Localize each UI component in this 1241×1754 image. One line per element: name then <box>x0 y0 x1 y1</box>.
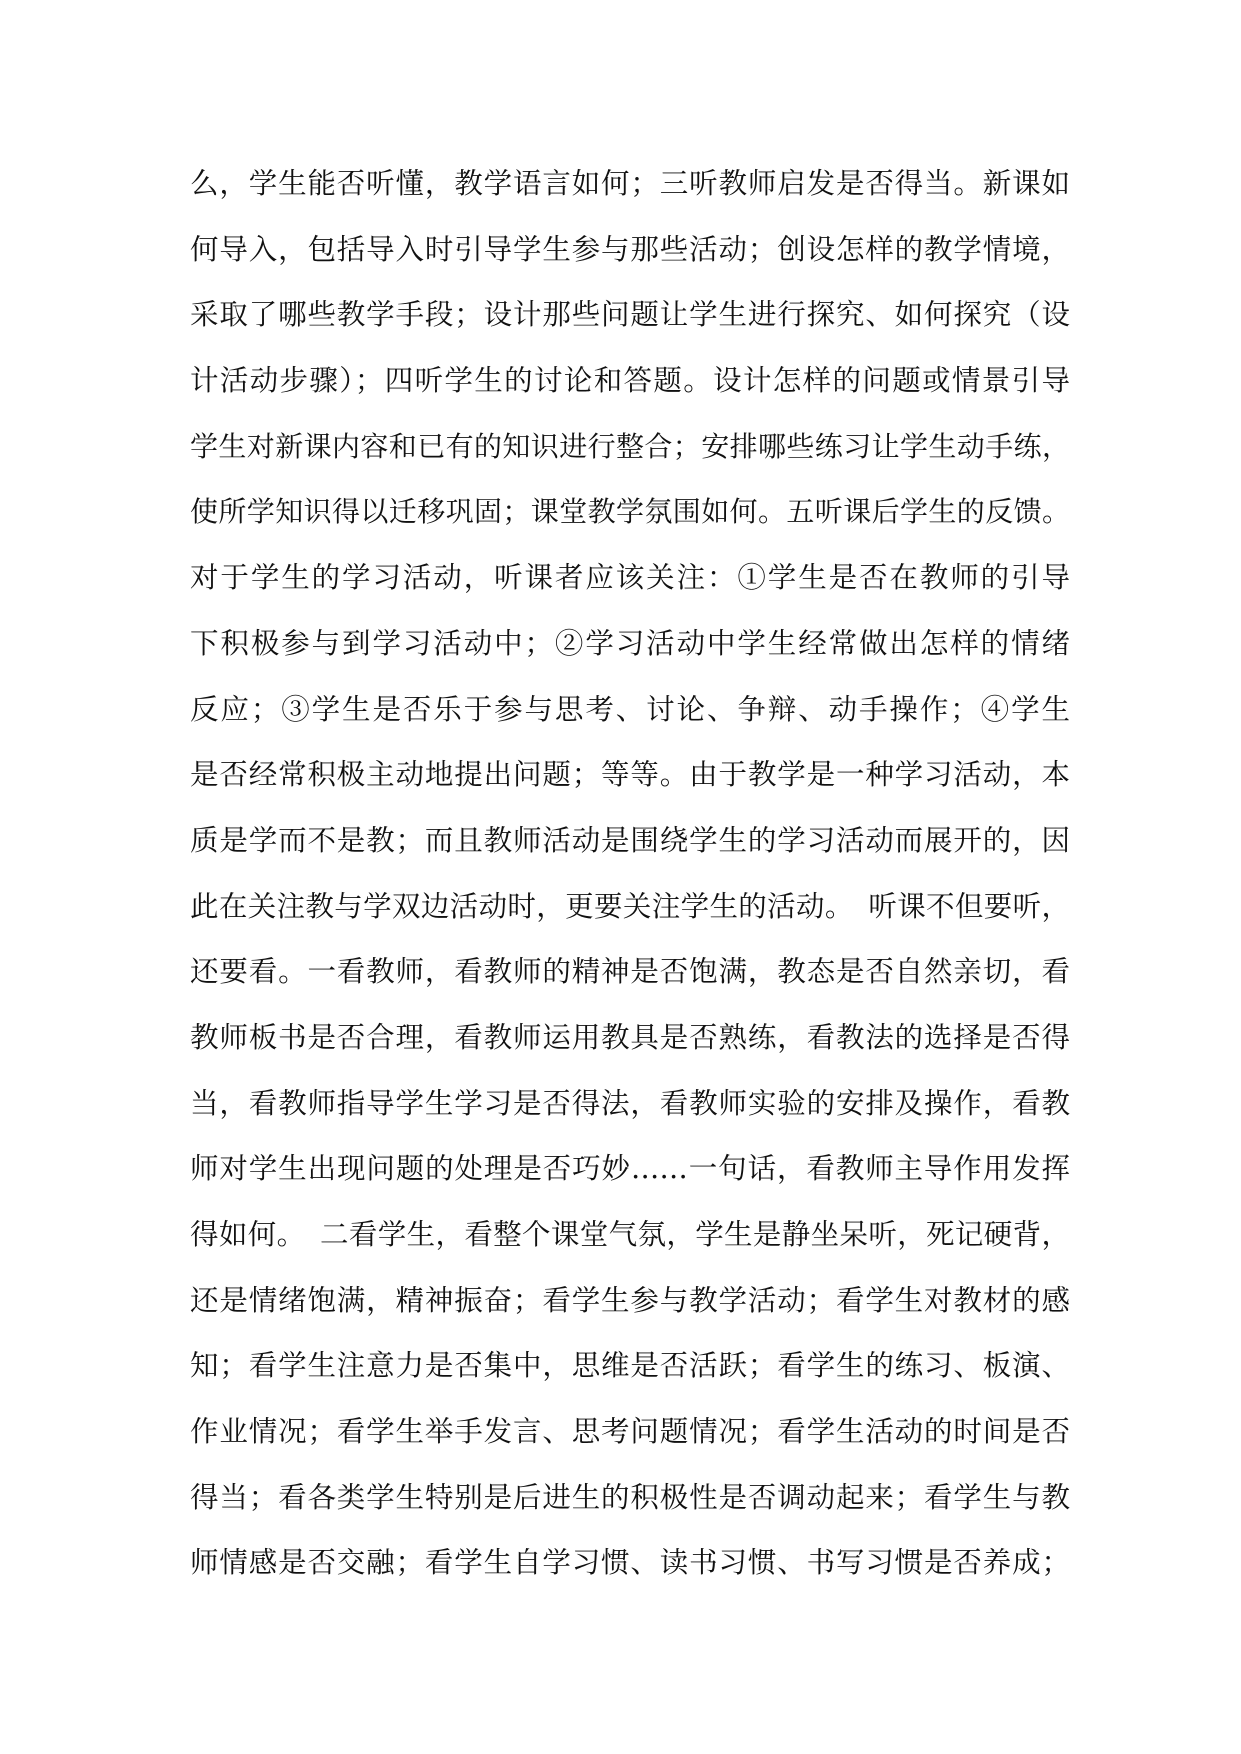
text-line: 还是情绪饱满，精神振奋；看学生参与教学活动；看学生对教材的感 <box>190 1283 1070 1317</box>
text-line: 得如何。 二看学生，看整个课堂气氛，学生是静坐呆听，死记硬背， <box>190 1218 1070 1251</box>
text-line: 此在关注教与学双边活动时，更要关注学生的活动。 听课不但要听， <box>190 889 1070 923</box>
text-line: 反应；③学生是否乐于参与思考、讨论、争辩、动手操作；④学生 <box>190 692 1070 726</box>
text-line: 么，学生能否听懂，教学语言如何；三听教师启发是否得当。新课如 <box>190 167 1070 200</box>
text-line: 质是学而不是教；而且教师活动是围绕学生的学习活动而展开的，因 <box>190 823 1070 857</box>
text-line: 采取了哪些教学手段；设计那些问题让学生进行探究、如何探究（设 <box>190 298 1070 332</box>
text-line: 作业情况；看学生举手发言、思考问题情况；看学生活动的时间是否 <box>190 1415 1070 1449</box>
text-line: 是否经常积极主动地提出问题；等等。由于教学是一种学习活动，本 <box>190 758 1070 792</box>
text-line: 师情感是否交融；看学生自学习惯、读书习惯、书写习惯是否养成； <box>190 1546 1070 1580</box>
text-line: 当，看教师指导学生学习是否得法，看教师实验的安排及操作，看教 <box>190 1086 1070 1120</box>
body-text <box>190 158 1070 1603</box>
text-line: 对于学生的学习活动，听课者应该关注：①学生是否在教师的引导 <box>190 561 1070 595</box>
text-line: 下积极参与到学习活动中；②学习活动中学生经常做出怎样的情绪 <box>190 626 1070 660</box>
text-line: 得当；看各类学生特别是后进生的积极性是否调动起来；看学生与教 <box>190 1480 1070 1514</box>
text-line: 使所学知识得以迁移巩固；课堂教学氛围如何。五听课后学生的反馈。 <box>190 495 1070 529</box>
text-line: 还要看。一看教师，看教师的精神是否饱满，教态是否自然亲切，看 <box>190 955 1070 989</box>
text-line: 知；看学生注意力是否集中，思维是否活跃；看学生的练习、板演、 <box>190 1349 1070 1383</box>
text-line: 计活动步骤）；四听学生的讨论和答题。设计怎样的问题或情景引导 <box>190 364 1070 398</box>
text-line: 何导入，包括导入时引导学生参与那些活动；创设怎样的教学情境， <box>190 232 1070 266</box>
text-line: 师对学生出现问题的处理是否巧妙……一句话，看教师主导作用发挥 <box>190 1152 1070 1186</box>
text-line: 教师板书是否合理，看教师运用教具是否熟练，看教法的选择是否得 <box>190 1020 1070 1054</box>
text-line: 学生对新课内容和已有的知识进行整合；安排哪些练习让学生动手练， <box>190 429 1070 463</box>
